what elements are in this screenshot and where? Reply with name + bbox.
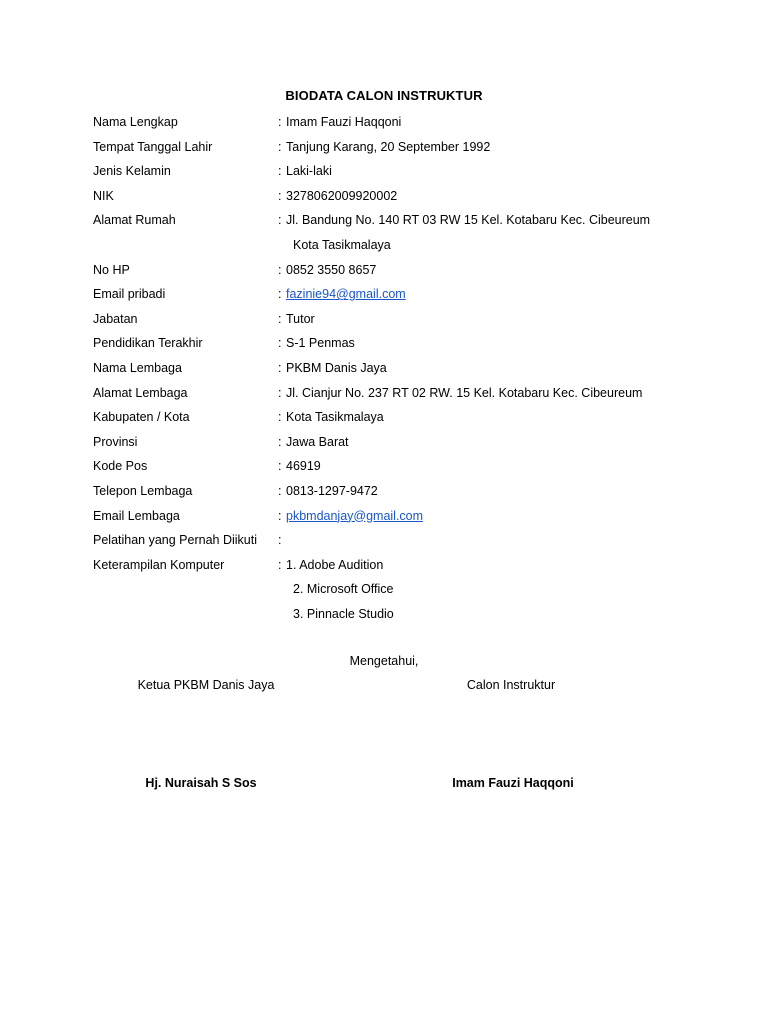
document-title: BIODATA CALON INSTRUKTUR — [285, 88, 483, 103]
field-alamat-lembaga — [93, 384, 733, 409]
field-value: Jl. Cianjur No. 237 RT 02 RW. 15 Kel. Kotabaru Kec. Cibeureum — [286, 385, 643, 400]
field-value: Tanjung Karang, 20 September 1992 — [286, 139, 491, 154]
field-colon: : — [278, 188, 282, 203]
field-label: Alamat Lembaga — [93, 385, 188, 400]
field-colon: : — [278, 262, 282, 277]
field-value: Kota Tasikmalaya — [286, 410, 384, 425]
field-value: 3278062009920002 — [286, 188, 398, 203]
field-label: Telepon Lembaga — [93, 483, 193, 498]
field-nik — [93, 187, 733, 212]
field-label: Nama Lembaga — [93, 360, 182, 375]
field-label: Keterampilan Komputer — [93, 557, 225, 572]
skill-item — [93, 605, 733, 630]
field-colon: : — [278, 508, 282, 523]
field-value: 1. Adobe Audition — [286, 557, 384, 572]
field-label: Provinsi — [93, 434, 138, 449]
field-colon: : — [278, 459, 282, 474]
field-value: 3. Pinnacle Studio — [293, 606, 394, 621]
field-label: Kode Pos — [93, 459, 148, 474]
field-provinsi — [93, 433, 733, 458]
field-pendidikan-terakhir — [93, 334, 733, 359]
field-value: Jl. Bandung No. 140 RT 03 RW 15 Kel. Kotabaru Kec. Cibeureum — [286, 213, 651, 228]
field-nama-lengkap — [93, 113, 733, 138]
field-label: Jabatan — [93, 311, 138, 326]
right-signature-role: Calon Instruktur — [466, 678, 556, 692]
field-colon: : — [278, 385, 282, 400]
skill-item — [93, 580, 733, 605]
field-jabatan — [93, 310, 733, 335]
acknowledged-text: Mengetahui, — [349, 654, 419, 668]
field-value: Laki-laki — [286, 164, 332, 179]
field-label: Pendidikan Terakhir — [93, 336, 203, 351]
field-value: Imam Fauzi Haqqoni — [286, 115, 402, 129]
field-email-lembaga — [93, 507, 733, 532]
field-value: 0813-1297-9472 — [286, 483, 378, 498]
field-pelatihan — [93, 531, 733, 556]
left-signature-name: Hj. Nuraisah S Sos — [145, 776, 257, 790]
field-value: 0852 3550 8657 — [286, 262, 377, 277]
biodata-table — [93, 113, 733, 629]
field-tempat-tanggal-lahir — [93, 138, 733, 163]
field-label: No HP — [93, 262, 130, 277]
field-alamat-rumah-continuation — [93, 236, 733, 261]
field-colon: : — [278, 213, 282, 228]
field-alamat-rumah — [93, 211, 733, 236]
field-nama-lembaga — [93, 359, 733, 384]
field-colon: : — [278, 139, 282, 154]
field-colon: : — [278, 360, 282, 375]
field-telepon-lembaga — [93, 482, 733, 507]
left-signature-role: Ketua PKBM Danis Jaya — [137, 678, 275, 692]
field-kode-pos — [93, 457, 733, 482]
field-label: Nama Lengkap — [93, 115, 178, 129]
field-colon: : — [278, 164, 282, 179]
field-no-hp — [93, 261, 733, 286]
field-colon: : — [278, 115, 282, 129]
field-label: Kabupaten / Kota — [93, 410, 190, 425]
field-label: Pelatihan yang Pernah Diikuti — [93, 533, 257, 548]
field-keterampilan-komputer — [93, 556, 733, 581]
field-label: Tempat Tanggal Lahir — [93, 139, 213, 154]
field-value: S-1 Penmas — [286, 336, 355, 351]
field-colon: : — [278, 410, 282, 425]
field-colon: : — [278, 311, 282, 326]
field-kabupaten-kota — [93, 408, 733, 433]
email-pribadi-link[interactable]: fazinie94@gmail.com — [286, 287, 406, 302]
field-value: Kota Tasikmalaya — [293, 237, 391, 252]
field-colon: : — [278, 533, 282, 548]
field-email-pribadi — [93, 285, 733, 310]
field-label: Jenis Kelamin — [93, 164, 171, 179]
field-label: Email Lembaga — [93, 508, 180, 523]
field-colon: : — [278, 557, 282, 572]
field-colon: : — [278, 483, 282, 498]
field-colon: : — [278, 434, 282, 449]
field-jenis-kelamin — [93, 162, 733, 187]
field-value: PKBM Danis Jaya — [286, 360, 387, 375]
field-value: Tutor — [286, 311, 315, 326]
field-value: Jawa Barat — [286, 434, 349, 449]
email-lembaga-link[interactable]: pkbmdanjay@gmail.com — [286, 508, 424, 523]
right-signature-name: Imam Fauzi Haqqoni — [452, 776, 574, 790]
field-label: Email pribadi — [93, 287, 166, 302]
field-value: 46919 — [286, 459, 321, 474]
field-label: NIK — [93, 188, 114, 203]
field-colon: : — [278, 287, 282, 302]
field-label: Alamat Rumah — [93, 213, 176, 228]
field-value: 2. Microsoft Office — [293, 582, 394, 597]
field-colon: : — [278, 336, 282, 351]
